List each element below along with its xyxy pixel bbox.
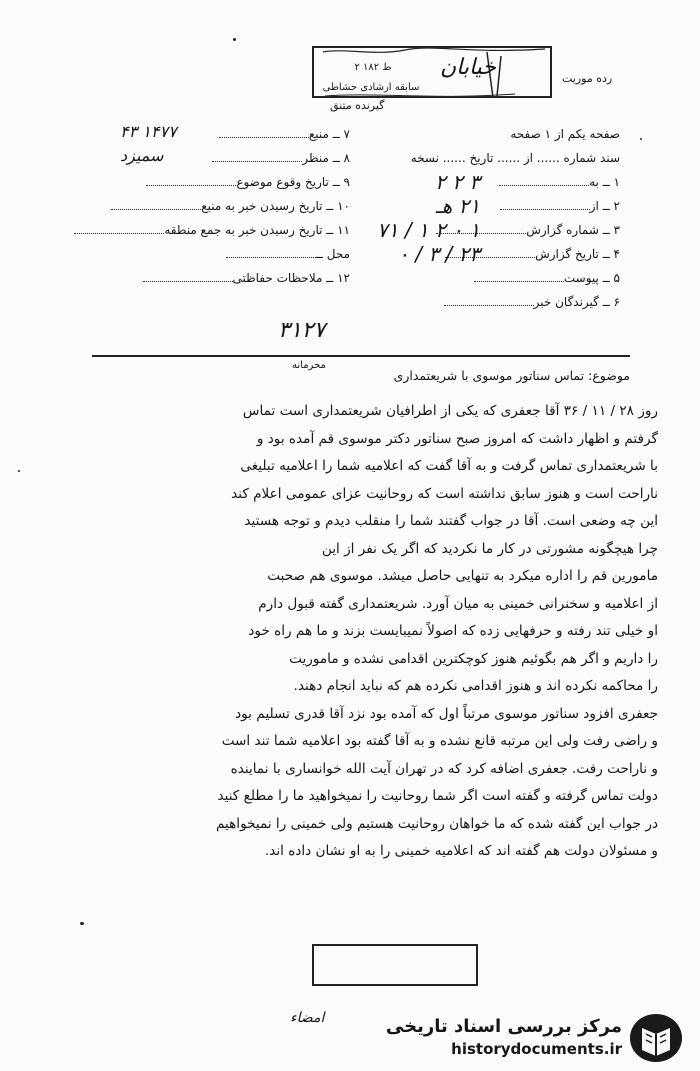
watermark-url: historydocuments.ir — [451, 1040, 622, 1058]
body-line: ناراحت است و هنوز سابق نداشته است که روحانیت عزای عمومی اعلام کند — [231, 485, 658, 502]
subject-text: موضوع: تماس سناتور موسوی با شریعتمداری — [393, 368, 630, 383]
header-field-label: ۸ ــ منظر — [302, 151, 350, 165]
body-line: او خیلی تند رفته و حرفهایی زده که اصولاً نمیبایست بزند و ما هم راه خود — [248, 623, 658, 639]
header-field-label: ۱ ــ به — [589, 175, 620, 189]
watermark-name: مرکز بررسی اسناد تاریخی — [385, 1016, 622, 1037]
header-field-label: ۵ ــ پیوست — [563, 271, 620, 285]
body-line: و راضی رفت ولی این مرتبه قانع نشده و به آقا گفته بود اعلامیه شما تند است — [221, 733, 658, 749]
header-field — [60, 242, 350, 266]
header-field-value: ۲۱ هـ — [435, 194, 480, 218]
header-field — [340, 218, 620, 242]
paper-speck — [640, 138, 642, 140]
header-field-value: سمیزد — [120, 146, 164, 165]
header-field-label: ۴ ــ تاریخ گزارش — [535, 247, 620, 261]
header-field — [340, 170, 620, 194]
header-field-label: سند شماره ...... از ...... تاریخ ...... نسخه — [410, 151, 620, 165]
archive-logo-icon — [628, 1012, 684, 1064]
paper-speck — [18, 470, 20, 472]
header-field — [60, 122, 350, 146]
header-field — [340, 194, 620, 218]
body-line: در جواب این گفته شده که ما خواهان روحانیت هستیم ولی خمینی را نمیخواهیم — [215, 815, 658, 832]
header-divider — [92, 355, 630, 357]
header-field — [340, 146, 620, 170]
subject-margin-note: محرمانه — [292, 360, 326, 371]
paper-speck — [80, 922, 84, 925]
body-line: این چه وضعی است. آقا در جواب گفتند شما را منقلب دیدم و توجه هستید — [244, 513, 658, 529]
header-field — [60, 218, 350, 242]
header-fields-right — [340, 122, 620, 314]
body-line: جعفری افزود سناتور موسوی مرتباً اول که آمده بود نزد آقا قدری تسلیم بود — [235, 705, 658, 722]
watermark-logo — [385, 1008, 692, 1066]
body-line: از اعلامیه و سخنرانی خمینی به میان آورد. شریعتمداری گفته قبول دارم — [258, 595, 658, 612]
header-field — [340, 290, 620, 314]
body-line: گرفتم و اظهار داشت که امروز صبح سناتور دکتر موسوی قم آمده بود و — [256, 430, 658, 447]
classification-label: رده موریت — [562, 72, 613, 85]
header-field — [60, 266, 350, 290]
paper-speck — [233, 38, 236, 41]
header-field — [340, 242, 620, 266]
header-field-label: ۲ ــ از — [589, 199, 620, 213]
body-line: و ناراحت رفت. جعفری اضافه کرد که در تهران آیت الله خوانساری با نماینده — [230, 760, 658, 777]
body-line: با شریعتمداری تماس گرفت و به آقا گفت که اعلامیه شما را اعلامیه تبلیغی — [240, 458, 658, 474]
body-line: روز ۲۸ / ۱۱ / ۳۶ آقا جعفری که یکی از اطرافیان شریعتمداری است تماس — [242, 403, 658, 419]
header-field-label: محل ــ — [315, 247, 350, 261]
body-line: دولت تماس گرفته و گفته است اگر شما روحانیت را نمیخواهید ما را مطلع کنید — [217, 788, 658, 804]
stamp-line-1: ط ۱۸۲ ۲ — [354, 62, 392, 73]
header-field — [60, 194, 350, 218]
header-field-label: ۱۲ ــ ملاحظات حفاظتی — [232, 271, 350, 285]
header-field — [60, 170, 350, 194]
header-field — [340, 122, 620, 146]
header-field-value: ۳ ۲ ۲ — [435, 170, 480, 194]
header-field-label: ۳ ــ شماره گزارش — [526, 223, 620, 237]
header-field-value: ۲۳ / ۳ / ۰ — [398, 242, 480, 266]
header-field-label: ۹ ــ تاریخ وقوع موضوع — [236, 175, 350, 189]
stamp-line-2: سابقه ارشادی حشاطی — [322, 82, 420, 93]
header-field-label: ۷ ــ منبع — [308, 127, 350, 141]
header-field-label: صفحه یکم از ۱ صفحه — [510, 127, 620, 141]
body-line: را محاکمه نکرده اند و هنوز اقدامی نکرده هم که نباید انجام دهند. — [293, 678, 658, 694]
body-line: مامورین قم را اداره میکرد به تنهایی حاصل میشد. موسوی هم صحبت — [267, 568, 658, 584]
stamp-handwritten: خیابان — [440, 55, 496, 80]
body-line: و مسئولان دولت هم گفته اند که اعلامیه خمینی را به او نشان داده اند. — [264, 843, 658, 859]
header-field-label: ۱۰ ــ تاریخ رسیدن خبر به منبع — [201, 199, 350, 213]
subject-line — [100, 360, 630, 383]
header-fields-left — [60, 122, 350, 290]
stamp-under-text: گیرنده متنق — [330, 99, 385, 112]
header-field-value: ۱ ۰ ۲ ۱ / ۷۱ — [376, 218, 480, 242]
document-body — [62, 398, 658, 866]
header-field-label: ۶ ــ گیرندگان خبر — [533, 295, 620, 309]
body-line: چرا هیچگونه مشورتی در کار ما نکردید که اگر یک نفر از این — [321, 540, 658, 557]
header-field — [340, 266, 620, 290]
header-field — [60, 146, 350, 170]
document-number: ۳۱۲۷ — [278, 318, 326, 343]
header-field-label: ۱۱ ــ تاریخ رسیدن خبر به جمع منطقه — [164, 223, 350, 237]
signature: امضاء — [290, 1010, 325, 1026]
header-field-value: ۱۴۷۷ ۴۳ — [120, 122, 177, 141]
body-line: را داریم و اگر هم بگوئیم هنوز کوچکترین اقدامی نشده و ماموریت — [289, 650, 658, 667]
highlight-box — [312, 944, 478, 986]
